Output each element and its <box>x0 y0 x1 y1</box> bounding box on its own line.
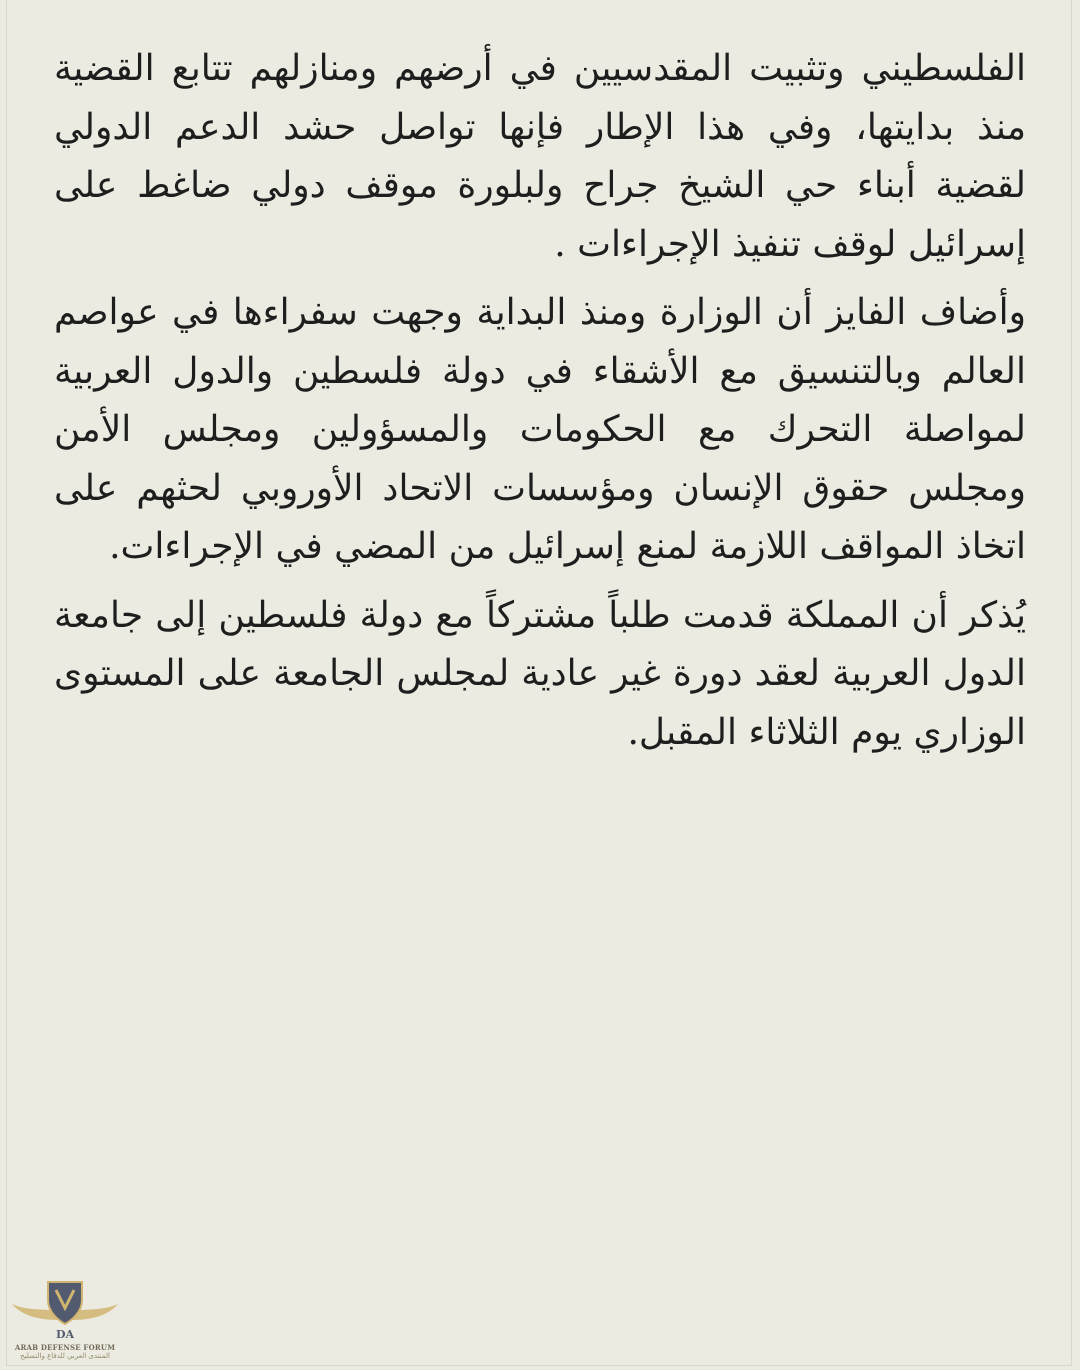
paragraph-1: الفلسطيني وتثبيت المقدسيين في أرضهم ومنازلهم تتابع القضية منذ بدايتها، وفي هذا الإطار فإنها تواصل حشد الدعم الدولي لقضية أبناء حي الشيخ جراح ولبلورة موقف دولي ضاغط على إسرائيل لوقف تنفيذ الإجراءات . <box>54 48 1026 265</box>
watermark-name-ar: المنتدى العربي للدفاع والتسليح <box>20 1352 110 1360</box>
watermark-logo <box>8 1278 122 1366</box>
article-body <box>54 40 1026 772</box>
watermark-name-en: ARAB DEFENSE FORUM <box>14 1343 116 1352</box>
watermark-initials: DA <box>55 1328 75 1341</box>
paragraph-3: يُذكر أن المملكة قدمت طلباً مشتركاً مع دولة فلسطين إلى جامعة الدول العربية لعقد دورة غير عادية لمجلس الجامعة على المستوى الوزاري يوم الثلاثاء المقبل. <box>54 594 1026 753</box>
shield-wings-icon <box>10 1278 120 1342</box>
paragraph-2: وأضاف الفايز أن الوزارة ومنذ البداية وجهت سفراءها في عواصم العالم وبالتنسيق مع الأشقاء في دولة فلسطين والدول العربية لمواصلة التحرك مع الحكومات والمسؤولين ومجلس الأمن ومجلس حقوق الإنسان ومؤسسات الاتحاد الأوروبي لحثهم على اتخاذ المواقف اللازمة لمنع إسرائيل من المضي في الإجراءات. <box>54 292 1026 567</box>
